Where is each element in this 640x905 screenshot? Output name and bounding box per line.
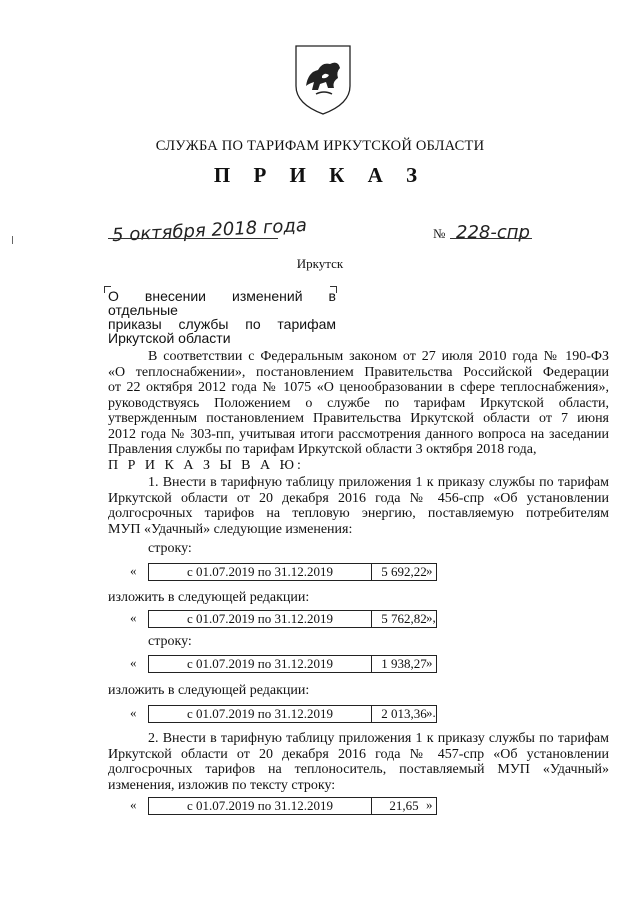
label-row: строку:: [148, 541, 192, 556]
text-line: долгосрочных тарифов на тепловую энергию, поставляемую потребителям: [108, 506, 609, 521]
number-sign: №: [433, 226, 446, 241]
period-cell: с 01.07.2019 по 31.12.2019: [148, 797, 372, 815]
value-cell: 2 013,36: [371, 705, 437, 723]
subject-line: Иркутской области: [108, 330, 231, 346]
text-line: Иркутской области от 20 декабря 2016 года № 456-спр «Об установлении: [108, 490, 609, 506]
subject-line: приказы службы по тарифам: [108, 316, 336, 332]
order-subject: [108, 289, 336, 345]
period-cell: с 01.07.2019 по 31.12.2019: [148, 705, 372, 723]
quote-close: »,: [426, 610, 436, 625]
text-line: долгосрочных тарифов на теплоноситель, поставляемый МУП «Удачный»: [108, 762, 609, 777]
quote-open: «: [130, 797, 137, 812]
text-line: В соответствии с Федеральным законом от 27 июля 2010 года № 190-ФЗ: [148, 349, 609, 364]
date-underline: [108, 238, 278, 239]
agency-name: СЛУЖБА ПО ТАРИФАМ ИРКУТСКОЙ ОБЛАСТИ: [155, 138, 485, 154]
item-1-paragraph: [108, 475, 609, 537]
period-cell: с 01.07.2019 по 31.12.2019: [148, 610, 372, 628]
quote-open: «: [130, 610, 137, 625]
quote-close: »: [426, 655, 433, 670]
quote-close: »: [426, 797, 433, 812]
period-cell: с 01.07.2019 по 31.12.2019: [148, 655, 372, 673]
value-cell: 5 762,82: [371, 610, 437, 628]
value-cell: 1 938,27: [371, 655, 437, 673]
quote-open: «: [130, 705, 137, 720]
margin-mark: [12, 236, 13, 244]
text-line: руководствуясь Положением о службе по тарифам Иркутской области,: [108, 395, 609, 411]
quote-open: «: [130, 655, 137, 670]
value-cell: 5 692,22: [371, 563, 437, 581]
order-word: П Р И К А З Ы В А Ю:: [108, 458, 304, 473]
order-number: 228-спр: [456, 222, 530, 243]
text-line: утвержденным постановлением Правительства Иркутской области от 7 июня: [108, 411, 609, 426]
label-row: строку:: [148, 634, 192, 649]
number-underline: [450, 238, 532, 239]
text-line: от 22 октября 2012 года № 1075 «О ценообразовании в сфере теплоснабжения»,: [108, 380, 609, 395]
document-title: П Р И К А З: [213, 163, 427, 187]
text-line: изменения, изложив по тексту строку:: [108, 777, 336, 793]
text-line: Иркутской области от 20 декабря 2016 года № 457-спр «Об установлении: [108, 746, 609, 762]
quote-close: ».: [426, 705, 436, 720]
label-new-version: изложить в следующей редакции:: [108, 683, 310, 698]
order-date: 5 октября 2018 года: [111, 214, 308, 247]
text-line: 2012 года № 303-пп, учитывая итоги рассмотрения данного вопроса на заседании: [108, 426, 609, 442]
quote-open: «: [130, 563, 137, 578]
basis-paragraph: [108, 349, 609, 458]
text-line: МУП «Удачный» следующие изменения:: [108, 521, 353, 537]
label-new-version: изложить в следующей редакции:: [108, 590, 310, 605]
text-line: 2. Внести в тарифную таблицу приложения 1 к приказу службы по тарифам: [148, 731, 609, 746]
quote-close: »: [426, 563, 433, 578]
value-cell: 21,65: [371, 797, 437, 815]
coat-of-arms-icon: [292, 42, 354, 116]
text-line: 1. Внести в тарифную таблицу приложения 1 к приказу службы по тарифам: [148, 475, 609, 490]
subject-line: О внесении изменений в отдельные: [108, 288, 336, 318]
period-cell: с 01.07.2019 по 31.12.2019: [148, 563, 372, 581]
item-2-paragraph: [108, 731, 609, 793]
city: Иркутск: [296, 256, 344, 271]
text-line: «О теплоснабжении», постановлением Правительства Российской Федерации: [108, 364, 609, 380]
text-line: Правления службы по тарифам Иркутской области 3 октября 2018 года,: [108, 442, 537, 457]
